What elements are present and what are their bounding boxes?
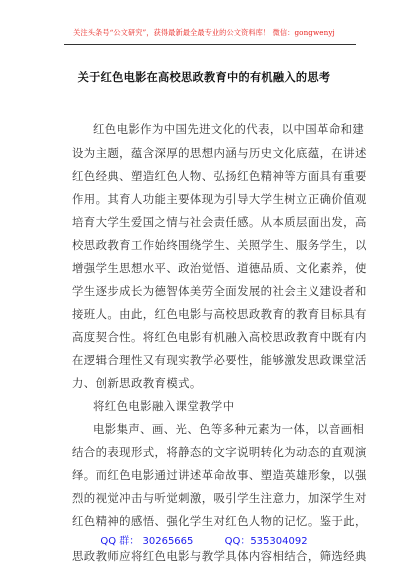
body-line-8: 学生逐步成长为德智体美劳全面发展的社会主义建设者和	[72, 284, 367, 298]
footer-contact	[0, 532, 408, 547]
body-line-10: 高度契合性。将红色电影有机融入高校思政教育中既有内	[72, 330, 367, 344]
body-line-6: 校思政教育工作始终围绕学生、关照学生、服务学生，以	[72, 238, 367, 252]
body-line-12: 力、创新思政教育模式。	[72, 376, 202, 390]
body-line-16: 绎。而红色电影通过讲述革命故事、塑造英雄形象，以强	[72, 468, 367, 482]
body-line-14: 电影集声、画、光、色等多种元素为一体，以音画相	[93, 422, 365, 436]
body-line-18: 红色精神的感悟、强化学生对红色人物的记忆。鉴于此，	[72, 514, 367, 528]
document-title: 关于红色电影在高校思政教育中的有机融入的思考	[77, 70, 331, 84]
footer-qq-group: QQ 群： 30265665	[100, 536, 194, 547]
footer-qq: QQ：535304092	[224, 536, 308, 547]
body-line-7: 增强学生思想水平、政治觉悟、道德品质、文化素养，使	[72, 261, 367, 275]
body-line-19: 思政教师应将红色电影与教学具体内容相结合，筛选经典	[72, 549, 367, 563]
body-line-4: 作用。其育人功能主要体现为引导大学生树立正确价值观	[72, 192, 367, 206]
body-line-2: 设为主题，蕴含深厚的思想内涵与历史文化底蕴，在讲述	[72, 146, 367, 160]
body-line-15: 结合的表现形式，将静态的文字说明转化为动态的直观演	[72, 445, 367, 459]
body-line-9: 接班人。由此，红色电影与高校思政教育的教育目标具有	[72, 307, 367, 321]
body-line-17: 烈的视觉冲击与听觉刺激，吸引学生注意力，加深学生对	[72, 491, 367, 505]
header-divider	[64, 44, 356, 45]
section-heading: 将红色电影融入课堂教学中	[93, 399, 235, 413]
header-note: 关注头条号“公文研究”，获得最新最全最专业的公文资料库！ 微信：gongwenyj	[73, 28, 335, 37]
body-line-5: 培育大学生爱国之情与社会责任感。从本质层面出发，高	[72, 215, 367, 229]
body-line-11: 在逻辑合理性又有现实教学必要性，能够激发思政课堂活	[72, 353, 367, 367]
body-line-3: 红色经典、塑造红色人物、弘扬红色精神等方面具有重要	[72, 169, 367, 183]
body-line-1: 红色电影作为中国先进文化的代表，以中国革命和建	[93, 122, 365, 136]
